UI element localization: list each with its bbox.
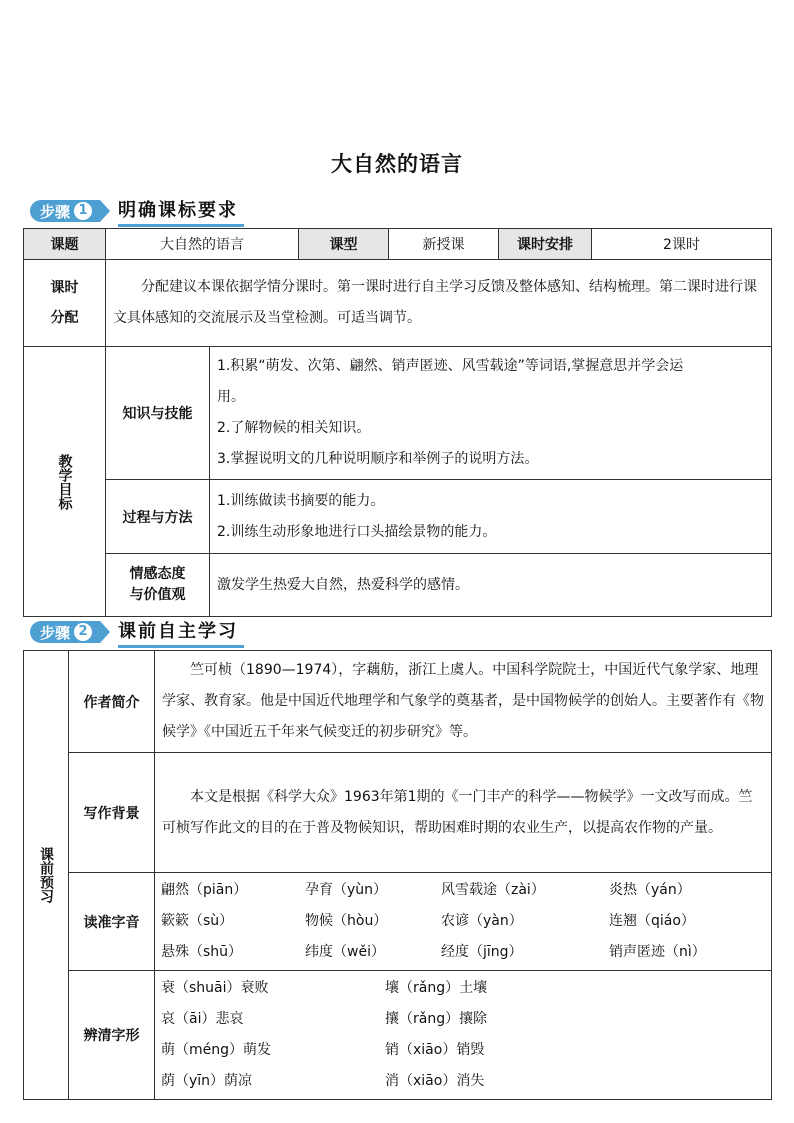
emotion-values-content: 激发学生热爱大自然，热爱科学的感情。 [210, 554, 772, 617]
process-methods-content: 1.训练做读书摘要的能力。 2.训练生动形象地进行口头描绘景物的能力。 [210, 480, 772, 554]
preview-study-table [23, 650, 772, 1100]
step-2-badge [30, 621, 100, 643]
lesson-type-header: 课型 [299, 229, 389, 260]
emotion-values-label: 情感态度 与价值观 [106, 554, 210, 617]
writing-background-label: 写作背景 [69, 753, 155, 873]
page-title: 大自然的语言 [331, 152, 463, 176]
glyph-row: 哀（āi）悲哀 攘（rǎng）攘除 [161, 1011, 488, 1027]
schedule-value: 2课时 [592, 229, 772, 260]
knowledge-skills-label: 知识与技能 [106, 347, 210, 480]
glyph-row: 荫（yīn）荫凉 消（xiāo）消失 [161, 1073, 485, 1089]
period-allocation-label: 课时 分配 [24, 260, 106, 347]
glyph-row: 衰（shuāi）衰败 壤（rǎng）土壤 [161, 980, 488, 996]
pronunciation-content [155, 873, 772, 971]
step-1-label: 步骤 [40, 202, 71, 221]
pronunciation-row: 悬殊（shū） 纬度（wěi） 经度（jīng） 销声匿迹（nì） [161, 944, 706, 960]
pronunciation-row: 簌簌（sù） 物候（hòu） 农谚（yàn） 连翘（qiáo） [161, 913, 695, 929]
step-2-header [30, 619, 244, 645]
schedule-header: 课时安排 [499, 229, 592, 260]
teaching-goals-label: 教学目标 [24, 347, 106, 617]
distinguish-glyphs-label: 辨清字形 [69, 971, 155, 1100]
step-1-title: 明确课标要求 [118, 196, 244, 227]
distinguish-glyphs-content [155, 971, 772, 1100]
lesson-type-value: 新授课 [389, 229, 499, 260]
author-intro-content: 竺可桢（1890—1974），字藕舫，浙江上虞人。中国科学院院士，中国近代气象学家、地理学家、教育家。他是中国近代地理学和气象学的奠基者，是中国物候学的创始人。主要著作有《物候学》《中国近五千年来气候变迁的初步研究》等。 [155, 651, 772, 753]
step-1-number: 1 [74, 202, 92, 220]
topic-value: 大自然的语言 [106, 229, 299, 260]
process-methods-label: 过程与方法 [106, 480, 210, 554]
preview-label: 课前预习 [24, 651, 69, 1100]
step-1-header [30, 198, 244, 224]
pronunciation-row: 翩然（piān） 孕育（yùn） 风雪载途（zài） 炎热（yán） [161, 882, 691, 898]
step-2-label: 步骤 [40, 623, 71, 642]
author-intro-label: 作者简介 [69, 651, 155, 753]
topic-header: 课题 [24, 229, 106, 260]
step-2-number: 2 [74, 623, 92, 641]
step-1-badge [30, 200, 100, 222]
pronunciation-label: 读准字音 [69, 873, 155, 971]
knowledge-skills-content: 1.积累“萌发、次第、翩然、销声匿迹、风雪载途”等词语,掌握意思并学会运 用。 2.了解物候的相关知识。 3.掌握说明文的几种说明顺序和举例子的说明方法。 [210, 347, 772, 480]
step-2-title: 课前自主学习 [118, 617, 244, 648]
course-requirements-table [23, 228, 772, 617]
period-allocation-content: 分配建议本课依据学情分课时。第一课时进行自主学习反馈及整体感知、结构梳理。第二课时进行课文具体感知的交流展示及当堂检测。可适当调节。 [106, 260, 772, 347]
writing-background-content: 本文是根据《科学大众》1963年第1期的《一门丰产的科学——物候学》一文改写而成。竺可桢写作此文的目的在于普及物候知识，帮助困难时期的农业生产，以提高农作物的产量。 [155, 753, 772, 873]
glyph-row: 萌（méng）萌发 销（xiāo）销毁 [161, 1042, 485, 1058]
